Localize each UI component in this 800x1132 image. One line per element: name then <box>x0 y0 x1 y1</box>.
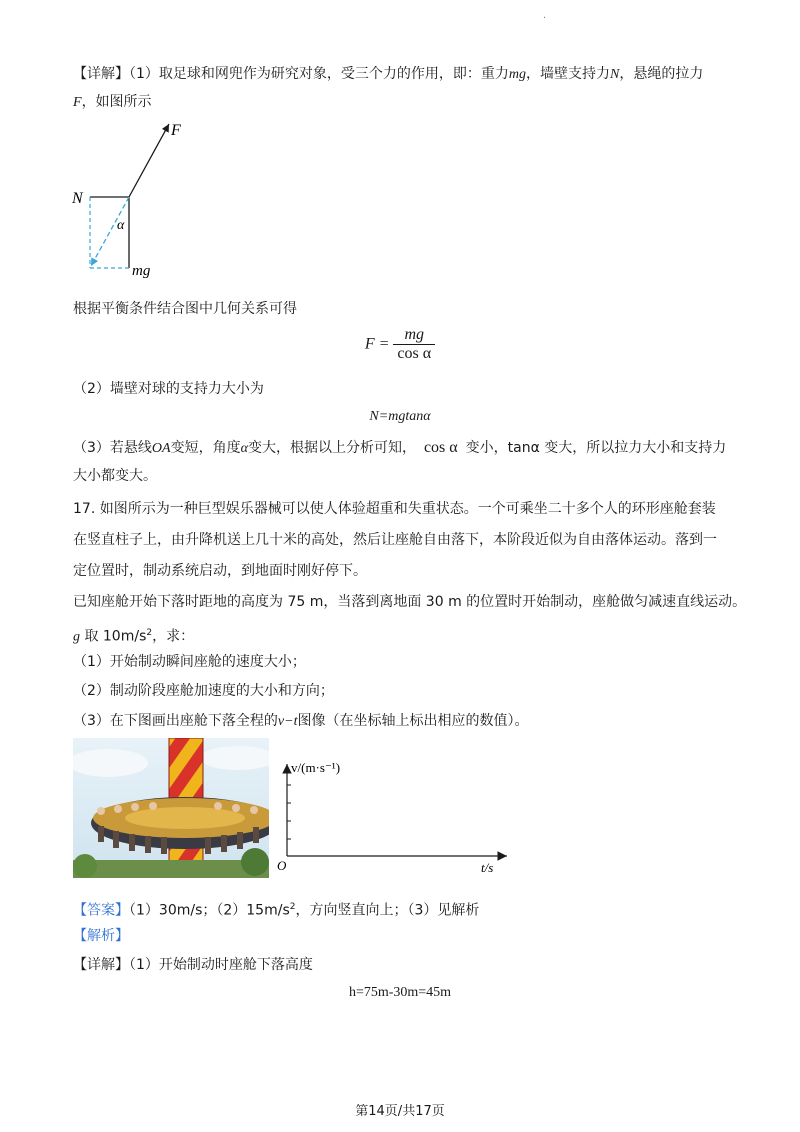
origin-label: O <box>277 858 287 873</box>
v-axis-label: v/(m·s⁻¹) <box>291 760 341 775</box>
symbol-oa: OA <box>151 441 171 456</box>
t-axis-label: t/s <box>481 860 494 875</box>
text-segment: （1）开始制动时座舱下落高度 <box>129 957 313 973</box>
text-segment: ，墙壁支持力 <box>526 66 611 82</box>
solution-paragraph-4 <box>73 438 726 459</box>
force-diagram <box>70 115 190 285</box>
detail-tag: 【详解】 <box>73 957 129 973</box>
text-segment: （1）取足球和网兜作为研究对象，受三个力的作用，即：重力 <box>129 66 509 82</box>
analysis-line <box>73 926 129 946</box>
text-segment: 图像（在坐标轴上标出相应的数值）。 <box>297 713 529 729</box>
label-n: N <box>72 190 83 207</box>
solution-paragraph-1-cont <box>73 92 152 113</box>
equation-height: h=75m-30m=45m <box>348 985 452 1000</box>
photo-illustration <box>73 738 269 878</box>
equation-normal-force: N=mgtanα <box>369 409 431 424</box>
text-segment: 变大，根据以上分析可知， <box>247 440 416 456</box>
problem-17-line-2: 在竖直柱子上，由升降机送上几十米的高处，然后让座舱自由落下，本阶段近似为自由落体运动。落到一 <box>73 532 717 548</box>
fraction <box>393 326 435 363</box>
drop-tower-photo <box>73 738 269 878</box>
label-alpha: α <box>117 218 125 233</box>
problem-17-line-1: 17. 如图所示为一种巨型娱乐器械可以使人体验超重和失重状态。一个可乘坐二十多个人的环形座舱套装 <box>73 501 716 517</box>
text-segment: ，悬绳的拉力 <box>619 66 704 82</box>
fraction-numerator: mg <box>393 326 435 345</box>
equation-tension <box>0 326 800 363</box>
text-segment: ，如图所示 <box>81 94 152 110</box>
symbol-f: F <box>73 95 82 110</box>
solution-paragraph-2: 根据平衡条件结合图中几何关系可得 <box>73 301 297 317</box>
answer-tag: 【答案】 <box>73 902 129 919</box>
text-segment: （1）30m/s；（2）15m/s <box>129 902 290 919</box>
page-footer: 第14页/共17页 <box>355 1104 445 1119</box>
problem-17-line-4: 已知座舱开始下落时距地的高度为 75 m，当落到离地面 30 m 的位置时开始制动，座舱做匀减速直线运动。 <box>73 594 747 610</box>
symbol-g: g <box>73 629 80 645</box>
fraction-denominator: cos α <box>397 345 432 362</box>
text-segment: 变小，tanα 变大，所以拉力大小和支持力 <box>465 440 727 456</box>
equation-lhs: F = <box>364 335 390 353</box>
problem-17-line-3: 定位置时，制动系统启动，到地面时刚好停下。 <box>73 563 367 579</box>
top-mark: . <box>543 10 547 21</box>
vt-graph-axes <box>275 752 515 878</box>
superscript: 2 <box>289 902 296 912</box>
tension-arrow <box>129 124 169 197</box>
answer-line <box>73 897 479 921</box>
text-segment: ，方向竖直向上；（3）见解析 <box>295 902 480 919</box>
label-mg: mg <box>132 263 151 279</box>
text-segment: （3）在下图画出座舱下落全程的 <box>73 713 278 729</box>
symbol-n: N <box>610 67 620 82</box>
text-segment: （3）若悬线 <box>73 440 152 456</box>
text-segment: 取 10m/s <box>80 628 147 645</box>
symbol-cos: cos α <box>423 439 458 456</box>
symbol-vt: v−t <box>277 714 298 729</box>
text-segment: ，求： <box>152 628 195 645</box>
symbol-mg: mg <box>508 67 527 82</box>
label-f: F <box>171 122 181 139</box>
analysis-tag: 【解析】 <box>73 928 129 944</box>
detail-line <box>73 955 313 975</box>
question-2: （2）制动阶段座舱加速度的大小和方向； <box>73 683 334 699</box>
question-3 <box>73 711 528 732</box>
question-1: （1）开始制动瞬间座舱的速度大小； <box>73 654 306 670</box>
text-segment: 变短，角度 <box>170 440 241 456</box>
solution-paragraph-5: 大小都变大。 <box>73 468 157 484</box>
superscript: 2 <box>146 628 153 638</box>
detail-tag: 【详解】 <box>73 66 129 82</box>
symbol-alpha: α <box>240 441 248 456</box>
solution-paragraph-1 <box>73 64 703 85</box>
problem-17-line-5 <box>73 623 194 648</box>
solution-paragraph-3: （2）墙壁对球的支持力大小为 <box>73 381 264 397</box>
v-axis-ticks <box>287 785 291 839</box>
